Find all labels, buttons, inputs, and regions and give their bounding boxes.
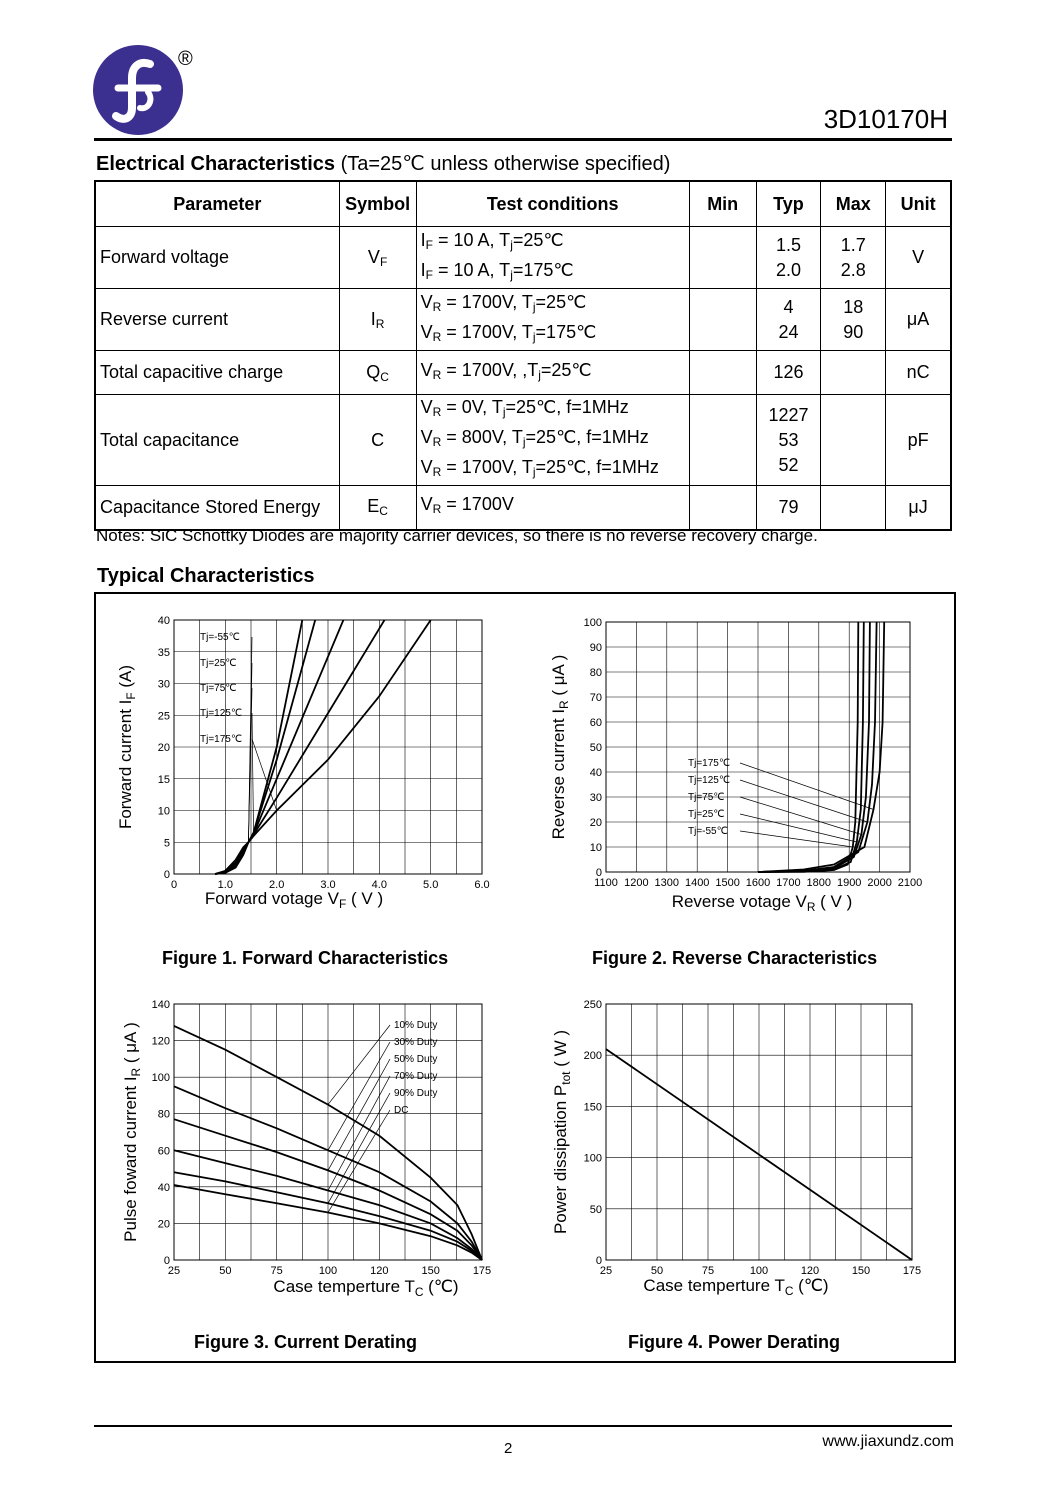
- leader-line: [328, 1042, 390, 1150]
- unit-cell: pF: [886, 395, 951, 486]
- table-row: [95, 395, 951, 486]
- legend-label: 50% Duty: [394, 1054, 438, 1065]
- x-tick-label: 6.0: [474, 879, 490, 891]
- x-tick-label: 1200: [624, 877, 649, 889]
- y-tick-label: 20: [157, 1218, 170, 1231]
- x-tick-label: 2000: [867, 877, 892, 889]
- figure-2-caption: Figure 2. Reverse Characteristics: [592, 948, 878, 968]
- y-tick-label: 60: [157, 1145, 170, 1158]
- symbol-cell: $E_C$: [339, 486, 416, 530]
- table-row: [95, 227, 951, 289]
- y-tick-label: 150: [583, 1101, 602, 1114]
- y-axis-label: Pulse foward current $I_R$ ( μA ): [121, 1022, 143, 1242]
- legend-label: 30% Duty: [394, 1037, 438, 1048]
- y-tick-label: 35: [157, 646, 170, 659]
- legend-label: Tj=-55℃: [688, 826, 728, 837]
- max-cell: [821, 227, 886, 289]
- typ-cell: [756, 289, 821, 351]
- typ-value: 126: [773, 362, 804, 382]
- x-tick-label: 2100: [897, 877, 923, 889]
- y-tick-label: 100: [583, 617, 602, 629]
- section-title-electrical: [96, 151, 670, 176]
- leader-line: [248, 688, 252, 842]
- x-tick-label: 1900: [836, 877, 862, 889]
- x-tick-label: 3.0: [320, 879, 336, 891]
- x-axis-label: Reverse votage $V_R$ ( V ): [671, 892, 853, 914]
- part-number: 3D10170H: [823, 104, 948, 134]
- condition-line: $I_F = 10$ A, $T_j=25℃$: [420, 229, 564, 252]
- condition-line: $V_R = 1700V$, $T_j=25℃$, f=1MHz: [420, 457, 659, 479]
- legend-label: Tj=25℃: [688, 809, 725, 820]
- header-rule: [94, 138, 952, 141]
- electrical-characteristics-table: [94, 180, 952, 531]
- col-header: Max: [821, 181, 886, 227]
- leader-line: [252, 713, 254, 835]
- legend-label: Tj=-55℃: [200, 632, 240, 643]
- unit-cell: μA: [886, 289, 951, 351]
- notes-text: Notes: SiC Schottky Diodes are majority carrier devices, so there is no reverse recovery charge.: [96, 526, 818, 545]
- max-cell: [821, 486, 886, 530]
- min-cell: [689, 289, 756, 351]
- y-tick-label: 100: [151, 1072, 170, 1085]
- y-tick-label: 90: [589, 642, 602, 654]
- y-tick-label: 50: [589, 1203, 602, 1216]
- y-axis-label: Forward current $I_F$ (A): [116, 664, 138, 830]
- x-tick-label: 1600: [745, 877, 771, 889]
- section-title-typical: Typical Characteristics: [97, 565, 315, 587]
- y-tick-label: 70: [589, 692, 602, 704]
- typ-value: 24: [778, 321, 799, 342]
- registered-mark: ®: [178, 48, 193, 70]
- typ-cell: [756, 351, 821, 395]
- x-tick-label: 0: [170, 879, 178, 891]
- condition-line: $V_R = 0V$, $T_j=25℃$, f=1MHz: [420, 397, 629, 419]
- y-tick-label: 50: [589, 742, 602, 754]
- typ-cell: [756, 395, 821, 486]
- x-tick-label: 120: [800, 1265, 820, 1277]
- parameter-cell: Reverse current: [95, 289, 339, 351]
- y-tick-label: 140: [151, 999, 170, 1011]
- x-tick-label: 25: [599, 1265, 613, 1277]
- typical-characteristics-frame: [94, 592, 956, 1363]
- y-tick-label: 250: [583, 999, 602, 1011]
- condition-line: $V_R = 1700V$, $,T_j=25℃$: [420, 359, 592, 382]
- table-row: [95, 351, 951, 395]
- y-tick-label: 5: [163, 837, 170, 850]
- typ-cell: [756, 227, 821, 289]
- section-title-text: Electrical Characteristics: [96, 153, 336, 175]
- x-tick-label: 175: [472, 1265, 492, 1277]
- y-tick-label: 200: [583, 1050, 602, 1063]
- legend-label: Tj=175℃: [200, 734, 243, 745]
- y-tick-label: 30: [589, 792, 602, 804]
- typ-value: 1.5: [775, 234, 801, 255]
- y-tick-label: 20: [589, 817, 602, 829]
- max-cell: [821, 289, 886, 351]
- max-value: 1.7: [840, 234, 866, 255]
- y-tick-label: 40: [157, 1181, 170, 1194]
- col-header: Symbol: [339, 181, 416, 227]
- symbol-cell: $V_F$: [339, 227, 416, 289]
- y-tick-label: 0: [595, 867, 602, 879]
- x-tick-label: 1500: [715, 877, 740, 889]
- x-tick-label: 175: [902, 1265, 922, 1277]
- min-cell: [689, 486, 756, 530]
- unit-cell: μJ: [886, 486, 951, 530]
- page-number: 2: [504, 1440, 513, 1457]
- chart-2: [584, 617, 923, 889]
- chart-3: [152, 999, 492, 1277]
- legend-label: Tj=125℃: [688, 775, 731, 786]
- col-header: Parameter: [95, 181, 339, 227]
- min-cell: [689, 351, 756, 395]
- col-header: Min: [689, 181, 756, 227]
- col-header: Typ: [756, 181, 821, 227]
- x-tick-label: 75: [701, 1265, 715, 1277]
- legend-label: 70% Duty: [394, 1071, 438, 1082]
- charts-canvas: [96, 594, 954, 1361]
- table-row: [95, 486, 951, 530]
- typ-cell: [756, 486, 821, 530]
- y-tick-label: 120: [151, 1035, 170, 1048]
- table-header-row: [95, 181, 951, 227]
- x-tick-label: 100: [749, 1265, 769, 1277]
- unit-cell: V: [886, 227, 951, 289]
- condition-line: $V_R = 1700V$, $T_j=175℃$: [420, 321, 597, 344]
- condition-line: $V_R = 1700V$: [420, 494, 514, 517]
- max-value: 18: [843, 296, 864, 317]
- x-tick-label: 1100: [594, 877, 618, 889]
- x-axis-label: Case temperture $T_C$ (℃): [643, 1276, 829, 1298]
- y-axis-label: Power dissipation $P_{tot}$ ( W ): [551, 1029, 573, 1235]
- leader-line: [328, 1110, 390, 1212]
- leader-line: [740, 831, 853, 847]
- parameter-cell: Total capacitive charge: [95, 351, 339, 395]
- typ-value: 79: [778, 496, 799, 517]
- typ-value: 4: [783, 296, 794, 317]
- x-tick-label: 5.0: [423, 879, 439, 891]
- max-value: 90: [843, 321, 864, 342]
- x-tick-label: 50: [219, 1265, 232, 1277]
- typ-value: 1227: [768, 404, 809, 425]
- legend-label: Tj=25℃: [200, 658, 237, 669]
- legend-label: Tj=75℃: [688, 792, 725, 803]
- symbol-cell: $Q_C$: [339, 351, 416, 395]
- y-tick-label: 10: [589, 842, 602, 854]
- typ-value: 52: [778, 454, 799, 475]
- y-tick-label: 40: [589, 767, 602, 779]
- symbol-cell: $I_R$: [339, 289, 416, 351]
- x-tick-label: 2.0: [269, 879, 285, 891]
- legend-label: Tj=125℃: [200, 708, 243, 719]
- table-row: [95, 289, 951, 351]
- min-cell: [689, 395, 756, 486]
- max-value: 2.8: [840, 259, 866, 280]
- x-axis-label: Case temperture $T_C$ (℃): [273, 1277, 459, 1299]
- legend-label: 10% Duty: [394, 1020, 438, 1031]
- y-axis-label: Reverse current $I_R$ ( μA ): [549, 654, 571, 840]
- condition-line: $I_F = 10$ A, $T_j=175℃$: [420, 259, 574, 282]
- conditions-cell: [416, 486, 689, 530]
- max-cell: [821, 395, 886, 486]
- x-tick-label: 150: [851, 1265, 871, 1277]
- min-cell: [689, 227, 756, 289]
- max-cell: [821, 351, 886, 395]
- website-link[interactable]: www.jiaxundz.com: [822, 1433, 954, 1450]
- x-axis-label: Forward votage $V_F$ ( V ): [204, 889, 384, 911]
- y-tick-label: 15: [157, 773, 170, 786]
- legend-label: DC: [394, 1105, 409, 1116]
- chart-1: [158, 615, 490, 891]
- symbol-cell: C: [339, 395, 416, 486]
- y-tick-label: 10: [157, 805, 170, 818]
- x-tick-label: 25: [167, 1265, 181, 1277]
- x-tick-label: 1400: [684, 877, 710, 889]
- y-tick-label: 80: [157, 1108, 170, 1121]
- x-tick-label: 150: [421, 1265, 440, 1277]
- conditions-cell: [416, 289, 689, 351]
- footer-rule: [94, 1425, 952, 1427]
- condition-line: $V_R = 1700V$, $T_j=25℃$: [420, 291, 587, 314]
- x-tick-label: 1300: [654, 877, 680, 889]
- legend-label: 90% Duty: [394, 1088, 438, 1099]
- x-tick-label: 100: [318, 1265, 338, 1277]
- figure-1-caption: Figure 1. Forward Characteristics: [162, 948, 449, 968]
- y-tick-label: 0: [163, 1255, 170, 1267]
- typ-value: 2.0: [775, 259, 801, 280]
- figure-3-caption: Figure 3. Current Derating: [194, 1332, 418, 1352]
- y-tick-label: 40: [157, 615, 170, 627]
- company-logo: [92, 44, 184, 136]
- col-header: Unit: [886, 181, 951, 227]
- legend-label: Tj=75℃: [200, 683, 237, 694]
- y-tick-label: 60: [589, 717, 602, 729]
- condition-line: $V_R = 800V$, $T_j=25℃$, f=1MHz: [420, 427, 649, 449]
- x-tick-label: 75: [270, 1265, 283, 1277]
- x-tick-label: 120: [370, 1265, 389, 1277]
- x-tick-label: 1800: [806, 877, 832, 889]
- y-tick-label: 80: [589, 667, 602, 679]
- y-tick-label: 25: [157, 710, 170, 723]
- x-tick-label: 1.0: [217, 879, 233, 891]
- y-tick-label: 0: [163, 869, 170, 881]
- chart-4: [584, 999, 922, 1277]
- figure-4-caption: Figure 4. Power Derating: [628, 1332, 841, 1352]
- unit-cell: nC: [886, 351, 951, 395]
- parameter-cell: Capacitance Stored Energy: [95, 486, 339, 530]
- conditions-cell: [416, 227, 689, 289]
- parameter-cell: Total capacitance: [95, 395, 339, 486]
- y-tick-label: 30: [157, 678, 170, 691]
- y-tick-label: 20: [157, 742, 170, 754]
- x-tick-label: 1700: [776, 877, 801, 889]
- conditions-cell: [416, 395, 689, 486]
- legend-label: Tj=175℃: [688, 758, 731, 769]
- x-tick-label: 4.0: [371, 879, 387, 891]
- typ-value: 53: [778, 429, 799, 450]
- x-tick-label: 50: [650, 1265, 664, 1277]
- parameter-cell: Forward voltage: [95, 227, 339, 289]
- y-tick-label: 0: [595, 1255, 602, 1267]
- conditions-cell: [416, 351, 689, 395]
- section-condition: (Ta=25℃ unless otherwise specified): [340, 153, 671, 175]
- leader-line: [328, 1059, 390, 1170]
- col-header: Test conditions: [416, 181, 689, 227]
- y-tick-label: 100: [583, 1152, 602, 1165]
